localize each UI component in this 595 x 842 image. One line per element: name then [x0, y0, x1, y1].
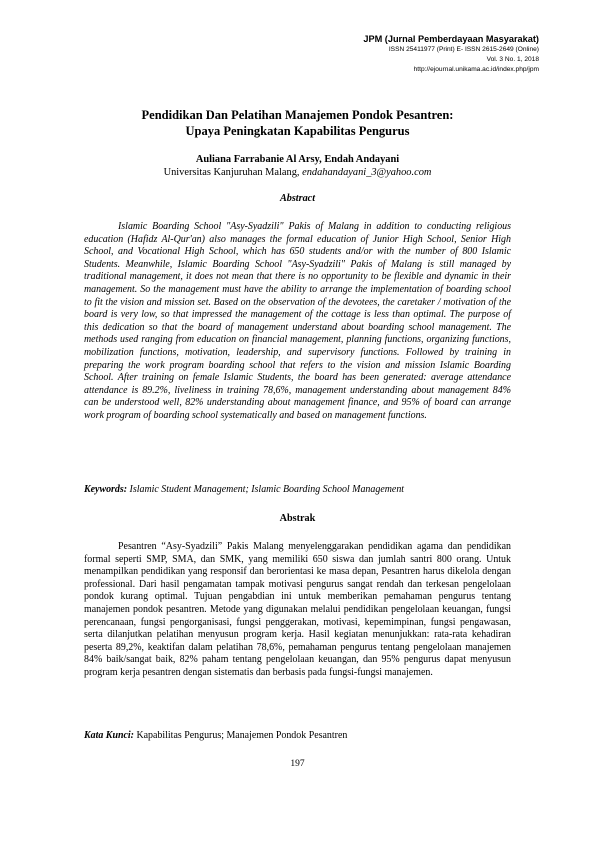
keywords-id — [84, 730, 511, 743]
kata-kunci-label: Kata Kunci: — [84, 730, 134, 741]
journal-url: http://ejournal.unikama.ac.id/index.php/jpm — [413, 66, 539, 73]
abstract-heading: Abstract — [279, 193, 316, 204]
keywords-label: Keywords: — [84, 484, 128, 495]
author-email: endahandayani_3@yahoo.com — [302, 167, 432, 178]
paper-title — [84, 107, 511, 139]
abstrak-text: Pesantren “Asy-Syadzili” Pakis Malang menyelenggarakan pendidikan agama dan pendidikan formal seperti SMP, SMA, dan SMK, yang memiliki 650 siswa dan jumlah santri 800 orang. Untuk menampilkan pendidikan yang responsif dan berorientasi ke masa depan, Pesantren harus dikelola dengan professional. Dari hasil pengamatan tampak motivasi pengurus sangat rendah dan terkesan pengelolaan pondok kurang optimal. Tujuan pengabdian ini untuk memberikan pemahaman pengurus tentang manajemen pondok pesantren. Metode yang digunakan melalui pendidikan pengelolaan keuangan, fungsi perencanaan, fungsi pengorganisasi, fungsi penggerakan, motivasi, kepemimpinan, fungsi pengawasan, serta dilanjutkan pelatihan menyusun program kerja. Hasil kegiatan menunjukkan: rata-rata kehadiran peserta 89,2%, keaktifan dalam pelatihan 78,6%, pemahaman pengurus tentang pengelolaan manajemen 84% baik/sangat baik, 82% paham tentang pengelolaan keuangan, dan 95% pengurus dapat menyusun program kerja pesantren dengan sistematis dan berbasis pada fungsi-fungsi manajemen. — [84, 541, 511, 678]
journal-volume: Vol. 3 No. 1, 2018 — [486, 56, 539, 63]
abstract-text: Islamic Boarding School "Asy-Syadzili" Pakis of Malang in addition to conducting religious education (Hafidz Al-Qur'an) also manages the formal education of Junior High School, Senior High School, and Vocational High School, which has 650 students and/or with the number of 800 Islamic Students. Meanwhile, Islamic Boarding School "Asy-Syadzili" Pakis of Malang is still managed by traditional management, it does not mean that there is no opportunity to be flexible and dynamic in their management. So the management must have the ability to arrange the implementation of boarding school to fit the vision and mission set. Based on the observation of the devotees, the caretaker / motivation of the board is very low, so that impressed the management of the cottage is less than optimal. The purpose of this dedication so that the board of management understand about boarding school management. The methods used ranging from education on financial management, planning functions, organizing functions, mobilization functions, motivation, leadership, and supervisory functions. Followed by training in preparing the work program boarding school that refers to the vision and mission Islamic Boarding School. After training on female Islamic Students, the board has been generated: average attendance attendance is 89.2%, liveliness in training 78,6%, management understanding about management 84% can be understood well, 82% understanding about management finance, and 95% of board can arrange work program of boarding school systematically and based on management functions. — [84, 221, 511, 421]
keywords-en — [84, 484, 511, 497]
page-number: 197 — [290, 759, 305, 769]
kata-kunci-text: Kapabilitas Pengurus; Manajemen Pondok Pesantren — [133, 730, 348, 741]
paper-title-line-1: Pendidikan Dan Pelatihan Manajemen Pondok Pesantren: — [141, 108, 454, 122]
paper-title-line-2: Upaya Peningkatan Kapabilitas Pengurus — [185, 124, 410, 138]
keywords-text: Islamic Student Management; Islamic Boarding School Management — [127, 484, 405, 495]
author-block — [84, 153, 511, 179]
author-names: Auliana Farrabanie Al Arsy, Endah Andayani — [195, 154, 400, 165]
affiliation-text: Universitas Kanjuruhan Malang, — [163, 167, 303, 178]
abstrak-heading: Abstrak — [279, 513, 316, 524]
author-affiliation — [84, 166, 511, 179]
journal-issn: ISSN 25411977 (Print) E- ISSN 2615-2649 (Online) — [388, 46, 539, 53]
journal-name: JPM (Jurnal Pemberdayaan Masyarakat) — [363, 34, 539, 44]
journal-header — [363, 33, 539, 75]
